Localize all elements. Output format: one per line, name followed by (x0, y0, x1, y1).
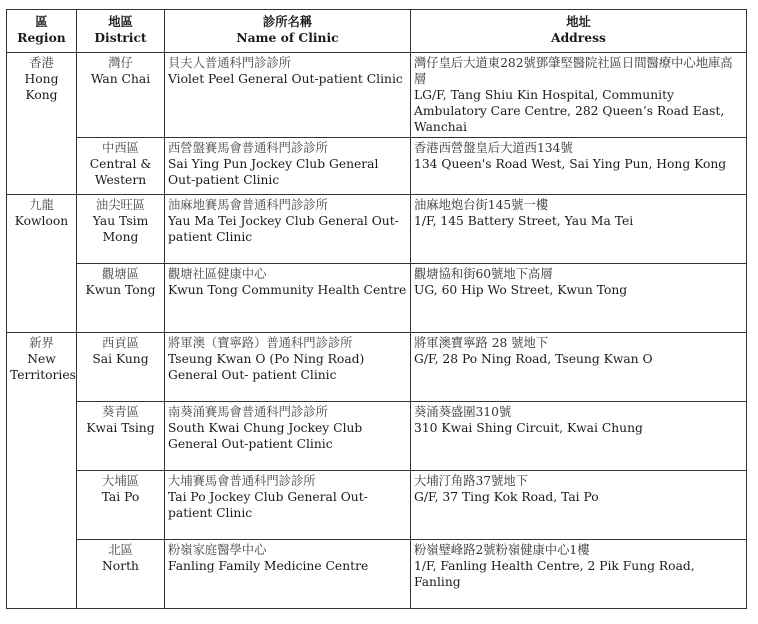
clinic-zh: 觀塘社區健康中心 (168, 267, 267, 281)
district-cell (77, 138, 165, 195)
district-cell (77, 195, 165, 264)
table-row (7, 138, 747, 195)
address-zh: 大埔汀角路37號地下 (414, 474, 529, 488)
district-zh: 北區 (108, 543, 133, 557)
clinic-en: South Kwai Chung Jockey Club General Out-patient Clinic (168, 421, 363, 451)
address-en: UG, 60 Hip Wo Street, Kwun Tong (414, 283, 628, 297)
region-en: Hong (24, 72, 59, 86)
district-en: Sai Kung (92, 352, 149, 366)
district-cell (77, 264, 165, 333)
district-cell (77, 402, 165, 471)
clinic-cell (165, 471, 411, 540)
clinic-cell (165, 264, 411, 333)
table-row (7, 53, 747, 138)
region-en: Territories (10, 368, 76, 382)
address-en: 1/F, 145 Battery Street, Yau Ma Tei (414, 214, 634, 228)
header-region-zh: 區 (35, 14, 48, 29)
region-cell-kowloon (7, 195, 77, 333)
header-district-zh: 地區 (108, 14, 133, 29)
district-zh: 油尖旺區 (95, 198, 146, 212)
district-cell (77, 540, 165, 609)
clinic-cell (165, 138, 411, 195)
clinic-zh: 南葵涌賽馬會普通科門診診所 (168, 405, 328, 419)
header-address-zh: 地址 (566, 14, 591, 29)
table-row (7, 402, 747, 471)
table-row (7, 471, 747, 540)
address-en: 1/F, Fanling Health Centre, 2 Pik Fung Road, Fanling (414, 559, 695, 589)
region-cell-hong-kong (7, 53, 77, 195)
clinic-table (6, 9, 747, 609)
address-cell (411, 138, 747, 195)
district-zh: 葵青區 (102, 405, 139, 419)
header-district-en: District (94, 30, 147, 45)
address-zh: 粉嶺璧峰路2號粉嶺健康中心1樓 (414, 543, 590, 557)
clinic-zh: 將軍澳（寶寧路）普通科門診診所 (168, 336, 353, 350)
region-en: Kowloon (14, 214, 69, 228)
clinic-en: Tseung Kwan O (Po Ning Road) General Out- patient Clinic (168, 352, 365, 382)
address-en: LG/F, Tang Shiu Kin Hospital, Community Ambulatory Care Centre, 282 Queen’s Road East, Wanchai (414, 88, 725, 134)
district-zh: 中西區 (102, 141, 139, 155)
district-en: Yau Tsim Mong (92, 214, 149, 244)
address-cell (411, 333, 747, 402)
district-zh: 灣仔 (108, 56, 133, 70)
address-cell (411, 264, 747, 333)
region-zh: 香港 (29, 56, 54, 70)
header-row (7, 10, 747, 53)
clinic-en: Yau Ma Tei Jockey Club General Out-patient Clinic (168, 214, 399, 244)
region-en: Kong (25, 88, 58, 102)
clinic-cell (165, 333, 411, 402)
clinic-cell (165, 540, 411, 609)
header-region-en: Region (17, 30, 66, 45)
district-en: Kwun Tong (85, 283, 156, 297)
address-en: 134 Queen's Road West, Sai Ying Pun, Hong Kong (414, 157, 727, 171)
address-zh: 葵涌葵盛圍310號 (414, 405, 512, 419)
address-cell (411, 195, 747, 264)
address-zh: 將軍澳寶寧路 28 號地下 (414, 336, 549, 350)
clinic-cell (165, 402, 411, 471)
clinic-en: Tai Po Jockey Club General Out-patient Clinic (168, 490, 368, 520)
header-clinic-en: Name of Clinic (236, 30, 339, 45)
clinic-zh: 大埔賽馬會普通科門診診所 (168, 474, 316, 488)
clinic-zh: 貝夫人普通科門診診所 (168, 56, 291, 70)
region-zh: 九龍 (29, 198, 54, 212)
clinic-zh: 粉嶺家庭醫學中心 (168, 543, 267, 557)
clinic-en: Kwun Tong Community Health Centre (168, 283, 407, 297)
address-zh: 油麻地炮台街145號一樓 (414, 198, 549, 212)
district-cell (77, 53, 165, 138)
header-address (411, 10, 747, 53)
address-zh: 灣仔皇后大道東282號鄧肇堅醫院社區日間醫療中心地庫高層 (414, 56, 733, 86)
address-cell (411, 540, 747, 609)
district-en: Central & Western (89, 157, 152, 187)
clinic-en: Sai Ying Pun Jockey Club General Out-patient Clinic (168, 157, 379, 187)
address-en: G/F, 37 Ting Kok Road, Tai Po (414, 490, 599, 504)
table-row (7, 540, 747, 609)
address-zh: 香港西營盤皇后大道西134號 (414, 141, 573, 155)
table-row (7, 264, 747, 333)
district-en: North (102, 559, 139, 573)
address-cell (411, 402, 747, 471)
district-en: Kwai Tsing (86, 421, 155, 435)
district-cell (77, 333, 165, 402)
header-address-en: Address (551, 30, 606, 45)
address-cell (411, 53, 747, 138)
clinic-en: Fanling Family Medicine Centre (168, 559, 369, 573)
header-clinic-zh: 診所名稱 (262, 14, 313, 29)
table-row (7, 333, 747, 402)
table-row (7, 195, 747, 264)
header-clinic (165, 10, 411, 53)
clinic-cell (165, 195, 411, 264)
header-district (77, 10, 165, 53)
address-en: 310 Kwai Shing Circuit, Kwai Chung (414, 421, 643, 435)
district-zh: 大埔區 (102, 474, 139, 488)
clinic-en: Violet Peel General Out-patient Clinic (168, 72, 403, 86)
district-zh: 觀塘區 (102, 267, 139, 281)
district-zh: 西貢區 (102, 336, 139, 350)
district-en: Wan Chai (90, 72, 151, 86)
district-cell (77, 471, 165, 540)
address-zh: 觀塘協和街60號地下高層 (414, 267, 553, 281)
address-en: G/F, 28 Po Ning Road, Tseung Kwan O (414, 352, 653, 366)
region-en: New (27, 352, 56, 366)
region-zh: 新界 (29, 336, 54, 350)
district-en: Tai Po (101, 490, 140, 504)
clinic-cell (165, 53, 411, 138)
clinic-zh: 油麻地賽馬會普通科門診診所 (168, 198, 328, 212)
region-cell-new-territories (7, 333, 77, 609)
clinic-zh: 西營盤賽馬會普通科門診診所 (168, 141, 328, 155)
address-cell (411, 471, 747, 540)
header-region (7, 10, 77, 53)
